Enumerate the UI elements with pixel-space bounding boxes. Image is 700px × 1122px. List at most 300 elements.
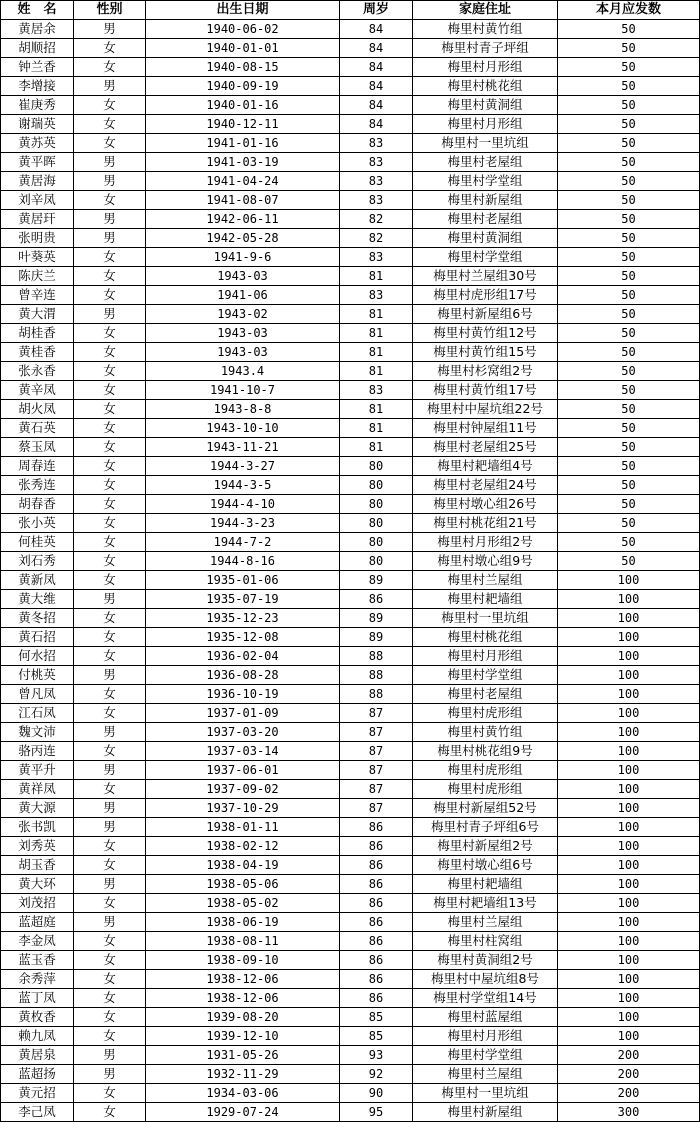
- name-cell: 李金凤: [1, 932, 74, 951]
- amount-cell: 50: [558, 457, 700, 476]
- address-cell: 梅里村黄竹组12号: [413, 324, 558, 343]
- table-row: [1, 514, 700, 533]
- birth-date-cell: 1940-01-16: [146, 96, 340, 115]
- header-monthly-amount: 本月应发数: [558, 1, 700, 20]
- address-cell: 梅里村黄竹组: [413, 20, 558, 39]
- birth-date-cell: 1944-8-16: [146, 552, 340, 571]
- gender-cell: 女: [74, 286, 146, 305]
- birth-date-cell: 1943-8-8: [146, 400, 340, 419]
- name-cell: 张书凯: [1, 818, 74, 837]
- birth-date-cell: 1940-12-11: [146, 115, 340, 134]
- amount-cell: 100: [558, 742, 700, 761]
- gender-cell: 男: [74, 666, 146, 685]
- header-row: [1, 1, 700, 20]
- age-cell: 86: [340, 818, 413, 837]
- age-cell: 86: [340, 970, 413, 989]
- address-cell: 梅里村兰屋组: [413, 571, 558, 590]
- gender-cell: 女: [74, 780, 146, 799]
- age-cell: 85: [340, 1008, 413, 1027]
- table-row: [1, 381, 700, 400]
- address-cell: 梅里村学堂组: [413, 1046, 558, 1065]
- address-cell: 梅里村新屋组2号: [413, 837, 558, 856]
- age-cell: 87: [340, 723, 413, 742]
- amount-cell: 100: [558, 609, 700, 628]
- age-cell: 86: [340, 913, 413, 932]
- birth-date-cell: 1937-10-29: [146, 799, 340, 818]
- name-cell: 黄大维: [1, 590, 74, 609]
- age-cell: 84: [340, 58, 413, 77]
- amount-cell: 50: [558, 381, 700, 400]
- gender-cell: 男: [74, 172, 146, 191]
- birth-date-cell: 1939-08-20: [146, 1008, 340, 1027]
- amount-cell: 200: [558, 1065, 700, 1084]
- birth-date-cell: 1938-06-19: [146, 913, 340, 932]
- name-cell: 李增接: [1, 77, 74, 96]
- birth-date-cell: 1937-03-14: [146, 742, 340, 761]
- table-body: [1, 20, 700, 1122]
- address-cell: 梅里村老屋组: [413, 685, 558, 704]
- birth-date-cell: 1938-12-06: [146, 989, 340, 1008]
- address-cell: 梅里村月形组: [413, 58, 558, 77]
- age-cell: 80: [340, 495, 413, 514]
- address-cell: 梅里村学堂组: [413, 248, 558, 267]
- age-cell: 82: [340, 210, 413, 229]
- gender-cell: 女: [74, 837, 146, 856]
- age-cell: 86: [340, 875, 413, 894]
- table-row: [1, 1027, 700, 1046]
- age-cell: 81: [340, 419, 413, 438]
- table-row: [1, 77, 700, 96]
- table-row: [1, 96, 700, 115]
- table-row: [1, 609, 700, 628]
- name-cell: 胡顺招: [1, 39, 74, 58]
- address-cell: 梅里村蓝屋组: [413, 1008, 558, 1027]
- birth-date-cell: 1943.4: [146, 362, 340, 381]
- table-row: [1, 837, 700, 856]
- gender-cell: 女: [74, 191, 146, 210]
- age-cell: 81: [340, 324, 413, 343]
- amount-cell: 100: [558, 590, 700, 609]
- amount-cell: 100: [558, 571, 700, 590]
- age-cell: 81: [340, 438, 413, 457]
- birth-date-cell: 1935-01-06: [146, 571, 340, 590]
- gender-cell: 女: [74, 1027, 146, 1046]
- name-cell: 张明贵: [1, 229, 74, 248]
- amount-cell: 100: [558, 704, 700, 723]
- birth-date-cell: 1944-7-2: [146, 533, 340, 552]
- age-cell: 88: [340, 685, 413, 704]
- birth-date-cell: 1941-04-24: [146, 172, 340, 191]
- table-row: [1, 39, 700, 58]
- name-cell: 付桃英: [1, 666, 74, 685]
- age-cell: 93: [340, 1046, 413, 1065]
- age-cell: 86: [340, 894, 413, 913]
- name-cell: 黄新凤: [1, 571, 74, 590]
- amount-cell: 50: [558, 172, 700, 191]
- name-cell: 黄居玕: [1, 210, 74, 229]
- name-cell: 赖九凤: [1, 1027, 74, 1046]
- name-cell: 黄平升: [1, 761, 74, 780]
- amount-cell: 50: [558, 96, 700, 115]
- address-cell: 梅里村柱窝组: [413, 932, 558, 951]
- amount-cell: 100: [558, 894, 700, 913]
- address-cell: 梅里村耙墙组: [413, 590, 558, 609]
- birth-date-cell: 1936-08-28: [146, 666, 340, 685]
- amount-cell: 50: [558, 305, 700, 324]
- table-row: [1, 362, 700, 381]
- gender-cell: 女: [74, 115, 146, 134]
- birth-date-cell: 1941-08-07: [146, 191, 340, 210]
- name-cell: 蓝超扬: [1, 1065, 74, 1084]
- table-row: [1, 989, 700, 1008]
- amount-cell: 50: [558, 552, 700, 571]
- amount-cell: 50: [558, 229, 700, 248]
- age-cell: 80: [340, 476, 413, 495]
- table-row: [1, 324, 700, 343]
- birth-date-cell: 1939-12-10: [146, 1027, 340, 1046]
- table-row: [1, 932, 700, 951]
- name-cell: 何桂英: [1, 533, 74, 552]
- name-cell: 黄石英: [1, 419, 74, 438]
- amount-cell: 50: [558, 39, 700, 58]
- name-cell: 黄苏英: [1, 134, 74, 153]
- table-row: [1, 191, 700, 210]
- address-cell: 梅里村钟屋组11号: [413, 419, 558, 438]
- age-cell: 85: [340, 1027, 413, 1046]
- age-cell: 83: [340, 191, 413, 210]
- name-cell: 黄桂香: [1, 343, 74, 362]
- address-cell: 梅里村老屋组25号: [413, 438, 558, 457]
- name-cell: 黄枚香: [1, 1008, 74, 1027]
- age-cell: 88: [340, 647, 413, 666]
- address-cell: 梅里村学堂组: [413, 172, 558, 191]
- birth-date-cell: 1938-01-11: [146, 818, 340, 837]
- gender-cell: 女: [74, 476, 146, 495]
- table-row: [1, 590, 700, 609]
- table-row: [1, 343, 700, 362]
- address-cell: 梅里村桃花组9号: [413, 742, 558, 761]
- name-cell: 曾凡凤: [1, 685, 74, 704]
- amount-cell: 100: [558, 837, 700, 856]
- header-age: 周岁: [340, 1, 413, 20]
- table-row: [1, 704, 700, 723]
- birth-date-cell: 1938-05-06: [146, 875, 340, 894]
- address-cell: 梅里村墩心组9号: [413, 552, 558, 571]
- table-row: [1, 438, 700, 457]
- name-cell: 胡玉香: [1, 856, 74, 875]
- age-cell: 86: [340, 837, 413, 856]
- table-row: [1, 1065, 700, 1084]
- table-row: [1, 1008, 700, 1027]
- birth-date-cell: 1938-02-12: [146, 837, 340, 856]
- age-cell: 83: [340, 153, 413, 172]
- birth-date-cell: 1942-05-28: [146, 229, 340, 248]
- name-cell: 刘茂招: [1, 894, 74, 913]
- age-cell: 81: [340, 400, 413, 419]
- table-row: [1, 419, 700, 438]
- amount-cell: 50: [558, 343, 700, 362]
- age-cell: 88: [340, 666, 413, 685]
- birth-date-cell: 1938-12-06: [146, 970, 340, 989]
- amount-cell: 50: [558, 362, 700, 381]
- address-cell: 梅里村一里坑组: [413, 134, 558, 153]
- table-row: [1, 153, 700, 172]
- name-cell: 叶葵英: [1, 248, 74, 267]
- name-cell: 周春连: [1, 457, 74, 476]
- table-row: [1, 286, 700, 305]
- birth-date-cell: 1943-03: [146, 324, 340, 343]
- amount-cell: 50: [558, 210, 700, 229]
- address-cell: 梅里村一里坑组: [413, 1084, 558, 1103]
- address-cell: 梅里村耙墙组: [413, 875, 558, 894]
- age-cell: 84: [340, 20, 413, 39]
- name-cell: 崔庚秀: [1, 96, 74, 115]
- table-row: [1, 400, 700, 419]
- gender-cell: 男: [74, 799, 146, 818]
- gender-cell: 女: [74, 1103, 146, 1122]
- table-row: [1, 552, 700, 571]
- address-cell: 梅里村学堂组14号: [413, 989, 558, 1008]
- table-row: [1, 666, 700, 685]
- name-cell: 黄平晖: [1, 153, 74, 172]
- table-row: [1, 951, 700, 970]
- gender-cell: 男: [74, 153, 146, 172]
- birth-date-cell: 1941-01-16: [146, 134, 340, 153]
- name-cell: 胡桂香: [1, 324, 74, 343]
- table-row: [1, 1103, 700, 1122]
- name-cell: 黄居海: [1, 172, 74, 191]
- address-cell: 梅里村虎形组: [413, 761, 558, 780]
- table-row: [1, 248, 700, 267]
- age-cell: 95: [340, 1103, 413, 1122]
- age-cell: 81: [340, 343, 413, 362]
- gender-cell: 女: [74, 514, 146, 533]
- birth-date-cell: 1938-05-02: [146, 894, 340, 913]
- amount-cell: 50: [558, 495, 700, 514]
- header-birth-date: 出生日期: [146, 1, 340, 20]
- gender-cell: 女: [74, 343, 146, 362]
- age-cell: 83: [340, 172, 413, 191]
- gender-cell: 男: [74, 590, 146, 609]
- birth-date-cell: 1940-08-15: [146, 58, 340, 77]
- gender-cell: 男: [74, 761, 146, 780]
- address-cell: 梅里村虎形组: [413, 704, 558, 723]
- gender-cell: 女: [74, 685, 146, 704]
- age-cell: 87: [340, 761, 413, 780]
- name-cell: 黄大环: [1, 875, 74, 894]
- gender-cell: 男: [74, 1046, 146, 1065]
- table-row: [1, 305, 700, 324]
- age-cell: 92: [340, 1065, 413, 1084]
- name-cell: 黄大源: [1, 799, 74, 818]
- table-row: [1, 1084, 700, 1103]
- address-cell: 梅里村新屋组6号: [413, 305, 558, 324]
- address-cell: 梅里村桃花组: [413, 628, 558, 647]
- birth-date-cell: 1943-11-21: [146, 438, 340, 457]
- name-cell: 钟兰香: [1, 58, 74, 77]
- gender-cell: 女: [74, 856, 146, 875]
- gender-cell: 女: [74, 39, 146, 58]
- amount-cell: 100: [558, 780, 700, 799]
- age-cell: 81: [340, 305, 413, 324]
- address-cell: 梅里村虎形组17号: [413, 286, 558, 305]
- name-cell: 刘秀英: [1, 837, 74, 856]
- address-cell: 梅里村墩心组6号: [413, 856, 558, 875]
- name-cell: 胡火凤: [1, 400, 74, 419]
- amount-cell: 100: [558, 875, 700, 894]
- birth-date-cell: 1940-06-02: [146, 20, 340, 39]
- birth-date-cell: 1936-02-04: [146, 647, 340, 666]
- gender-cell: 女: [74, 647, 146, 666]
- gender-cell: 女: [74, 552, 146, 571]
- name-cell: 黄元招: [1, 1084, 74, 1103]
- age-cell: 83: [340, 286, 413, 305]
- birth-date-cell: 1935-12-23: [146, 609, 340, 628]
- table-row: [1, 533, 700, 552]
- birth-date-cell: 1938-04-19: [146, 856, 340, 875]
- amount-cell: 50: [558, 115, 700, 134]
- address-cell: 梅里村老屋组: [413, 210, 558, 229]
- name-cell: 李己凤: [1, 1103, 74, 1122]
- amount-cell: 100: [558, 1008, 700, 1027]
- amount-cell: 50: [558, 20, 700, 39]
- table-row: [1, 172, 700, 191]
- address-cell: 梅里村学堂组: [413, 666, 558, 685]
- amount-cell: 100: [558, 685, 700, 704]
- gender-cell: 女: [74, 894, 146, 913]
- amount-cell: 100: [558, 666, 700, 685]
- birth-date-cell: 1929-07-24: [146, 1103, 340, 1122]
- gender-cell: 女: [74, 533, 146, 552]
- address-cell: 梅里村月形组2号: [413, 533, 558, 552]
- amount-cell: 50: [558, 438, 700, 457]
- age-cell: 81: [340, 267, 413, 286]
- age-cell: 80: [340, 552, 413, 571]
- gender-cell: 女: [74, 628, 146, 647]
- amount-cell: 100: [558, 818, 700, 837]
- birth-date-cell: 1937-01-09: [146, 704, 340, 723]
- gender-cell: 男: [74, 913, 146, 932]
- name-cell: 骆丙连: [1, 742, 74, 761]
- table-row: [1, 761, 700, 780]
- address-cell: 梅里村耙墙组13号: [413, 894, 558, 913]
- amount-cell: 100: [558, 628, 700, 647]
- amount-cell: 50: [558, 267, 700, 286]
- birth-date-cell: 1941-03-19: [146, 153, 340, 172]
- table-row: [1, 267, 700, 286]
- gender-cell: 女: [74, 324, 146, 343]
- gender-cell: 女: [74, 951, 146, 970]
- name-cell: 黄居泉: [1, 1046, 74, 1065]
- table-row: [1, 229, 700, 248]
- address-cell: 梅里村月形组: [413, 647, 558, 666]
- birth-date-cell: 1932-11-29: [146, 1065, 340, 1084]
- amount-cell: 50: [558, 77, 700, 96]
- name-cell: 曾辛连: [1, 286, 74, 305]
- birth-date-cell: 1943-10-10: [146, 419, 340, 438]
- name-cell: 江石凤: [1, 704, 74, 723]
- table-row: [1, 970, 700, 989]
- table-row: [1, 457, 700, 476]
- gender-cell: 女: [74, 267, 146, 286]
- age-cell: 84: [340, 115, 413, 134]
- birth-date-cell: 1944-4-10: [146, 495, 340, 514]
- address-cell: 梅里村黄洞组: [413, 229, 558, 248]
- gender-cell: 女: [74, 381, 146, 400]
- table-row: [1, 495, 700, 514]
- gender-cell: 女: [74, 248, 146, 267]
- gender-cell: 男: [74, 723, 146, 742]
- name-cell: 谢瑞英: [1, 115, 74, 134]
- birth-date-cell: 1943-03: [146, 343, 340, 362]
- birth-date-cell: 1937-09-02: [146, 780, 340, 799]
- age-cell: 80: [340, 457, 413, 476]
- age-cell: 86: [340, 856, 413, 875]
- name-cell: 魏文沛: [1, 723, 74, 742]
- name-cell: 黄辛凤: [1, 381, 74, 400]
- age-cell: 83: [340, 134, 413, 153]
- amount-cell: 200: [558, 1084, 700, 1103]
- table-row: [1, 723, 700, 742]
- address-cell: 梅里村兰屋组30号: [413, 267, 558, 286]
- table-row: [1, 818, 700, 837]
- age-cell: 87: [340, 704, 413, 723]
- age-cell: 80: [340, 514, 413, 533]
- age-cell: 86: [340, 932, 413, 951]
- name-cell: 张永香: [1, 362, 74, 381]
- birth-date-cell: 1938-08-11: [146, 932, 340, 951]
- birth-date-cell: 1944-3-23: [146, 514, 340, 533]
- age-cell: 84: [340, 39, 413, 58]
- gender-cell: 女: [74, 571, 146, 590]
- age-cell: 87: [340, 780, 413, 799]
- amount-cell: 100: [558, 761, 700, 780]
- gender-cell: 女: [74, 96, 146, 115]
- name-cell: 陈庆兰: [1, 267, 74, 286]
- name-cell: 蔡玉凤: [1, 438, 74, 457]
- name-cell: 张秀连: [1, 476, 74, 495]
- age-cell: 84: [340, 77, 413, 96]
- gender-cell: 男: [74, 229, 146, 248]
- address-cell: 梅里村月形组: [413, 1027, 558, 1046]
- birth-date-cell: 1940-01-01: [146, 39, 340, 58]
- address-cell: 梅里村新屋组: [413, 191, 558, 210]
- amount-cell: 100: [558, 989, 700, 1008]
- name-cell: 蓝玉香: [1, 951, 74, 970]
- address-cell: 梅里村黄洞组2号: [413, 951, 558, 970]
- birth-date-cell: 1944-3-5: [146, 476, 340, 495]
- birth-date-cell: 1931-05-26: [146, 1046, 340, 1065]
- name-cell: 刘石秀: [1, 552, 74, 571]
- gender-cell: 女: [74, 58, 146, 77]
- birth-date-cell: 1941-06: [146, 286, 340, 305]
- name-cell: 何水招: [1, 647, 74, 666]
- address-cell: 梅里村桃花组21号: [413, 514, 558, 533]
- amount-cell: 50: [558, 153, 700, 172]
- gender-cell: 女: [74, 438, 146, 457]
- gender-cell: 女: [74, 400, 146, 419]
- name-cell: 蓝丁凤: [1, 989, 74, 1008]
- name-cell: 黄祥凤: [1, 780, 74, 799]
- amount-cell: 50: [558, 286, 700, 305]
- gender-cell: 女: [74, 609, 146, 628]
- address-cell: 梅里村杉窝组2号: [413, 362, 558, 381]
- address-cell: 梅里村耙墙组4号: [413, 457, 558, 476]
- amount-cell: 300: [558, 1103, 700, 1122]
- birth-date-cell: 1943-03: [146, 267, 340, 286]
- birth-date-cell: 1937-03-20: [146, 723, 340, 742]
- name-cell: 黄石招: [1, 628, 74, 647]
